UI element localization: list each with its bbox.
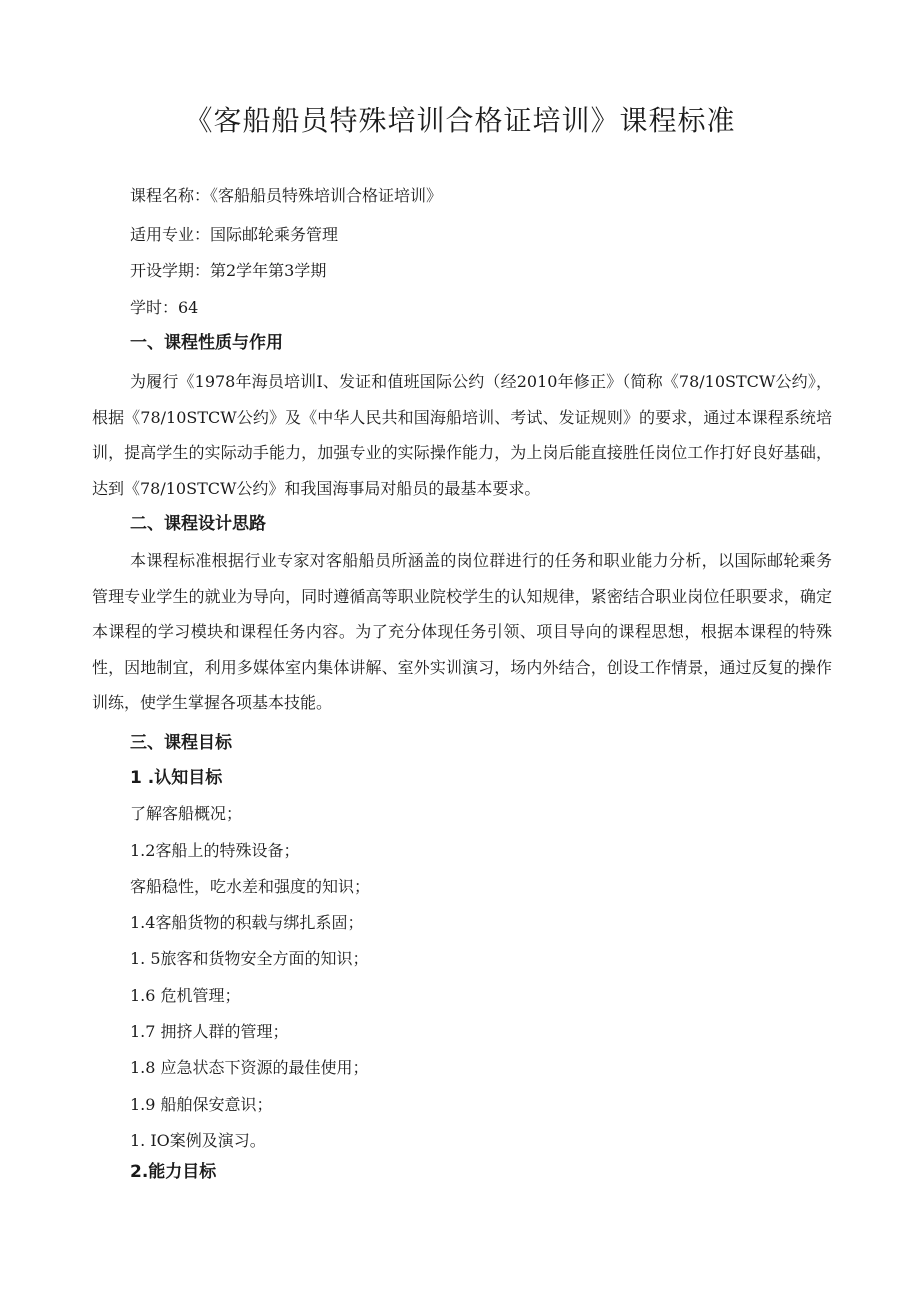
list-item: 1. 5旅客和货物安全方面的知识； (130, 949, 369, 968)
list-item: 1.9 船舶保安意识； (130, 1095, 273, 1114)
list-item: 1.4客船货物的积载与绑扎系固； (130, 913, 364, 932)
semester: 开设学期：第2学年第3学期 (130, 261, 327, 280)
list-item: 1. IO案例及演习。 (130, 1131, 266, 1150)
list-item: 1.8 应急状态下资源的最佳使用； (130, 1058, 369, 1077)
subheading-ability: 2.能力目标 (130, 1162, 217, 1182)
list-item: 1.7 拥挤人群的管理； (130, 1022, 289, 1041)
list-item: 客船稳性，吃水差和强度的知识； (130, 877, 371, 896)
section-body-nature: 为履行《1978年海员培训I、发证和值班国际公约（经2010年修正》（简称《78/10STCW公约》，根据《78/10STCW公约》及《中华人民共和国海船培训、考试、发证规则》的要求，通过本课程系统培训，提高学生的实际动手能力，加强专业的实际操作能力，为上岗后能直接胜任岗位工作打好良好基础，达到《78/10STCW公约》和我国海事局对船员的最基本要求。 (92, 372, 832, 498)
section-heading-objectives: 三、课程目标 (130, 733, 232, 753)
applicable-major: 适用专业：国际邮轮乘务管理 (130, 225, 339, 244)
class-hours: 学时：64 (130, 298, 199, 317)
section-heading-nature: 一、课程性质与作用 (130, 333, 283, 353)
list-item: 了解客船概况； (130, 804, 243, 823)
section-heading-design: 二、课程设计思路 (130, 514, 266, 534)
list-item: 1.2客船上的特殊设备； (130, 841, 300, 860)
section-body-design: 本课程标准根据行业专家对客船船员所涵盖的岗位群进行的任务和职业能力分析，以国际邮轮乘务管理专业学生的就业为导向，同时遵循高等职业院校学生的认知规律，紧密结合职业岗位任职要求，确定本课程的学习模块和课程任务内容。为了充分体现任务引领、项目导向的课程思想，根据本课程的特殊性，因地制宜，利用多媒体室内集体讲解、室外实训演习，场内外结合，创设工作情景，通过反复的操作训练，使学生掌握各项基本技能。 (92, 551, 832, 712)
list-item: 1.6 危机管理； (130, 986, 241, 1005)
page-title: 《客船船员特殊培训合格证培训》课程标准 (184, 104, 736, 137)
subheading-cognitive: 1 .认知目标 (130, 768, 223, 788)
course-name: 课程名称：《客船船员特殊培训合格证培训》 (130, 186, 443, 205)
